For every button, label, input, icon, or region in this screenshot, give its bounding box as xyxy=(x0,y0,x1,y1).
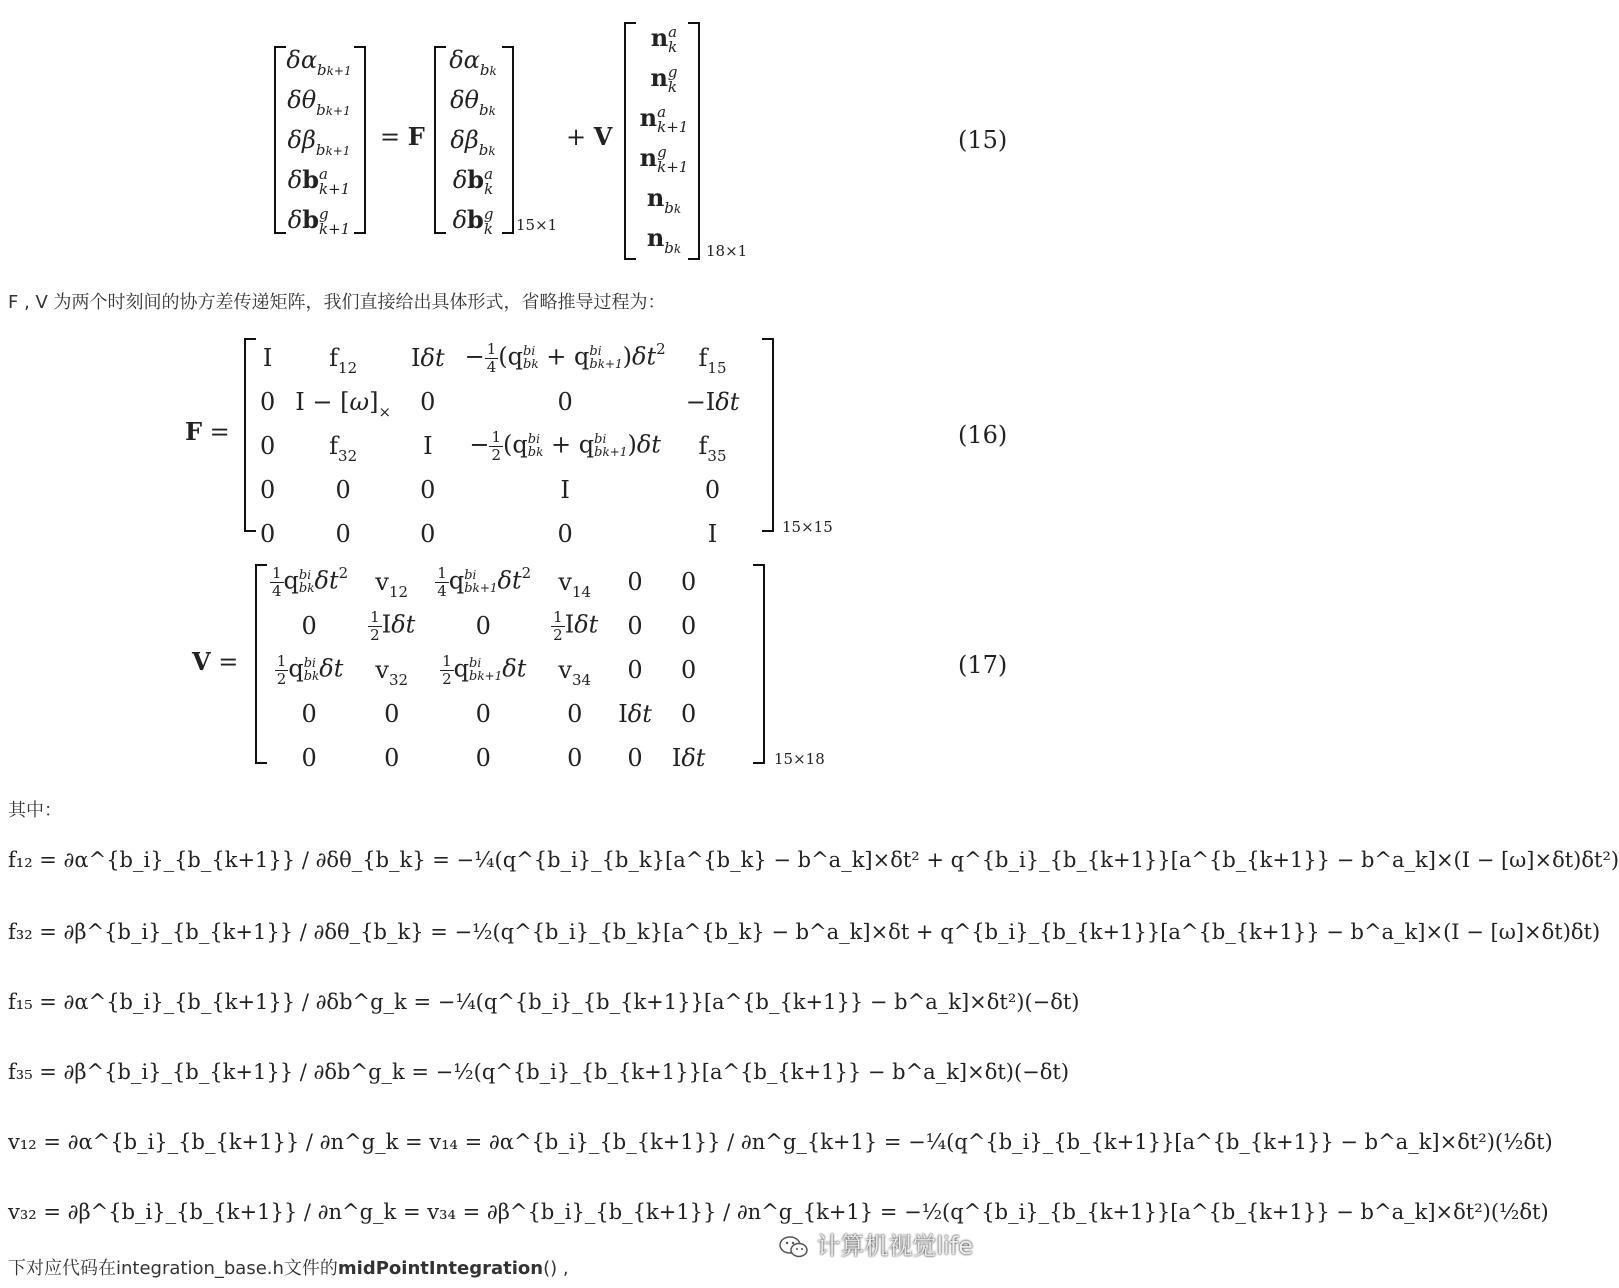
cell: $\frac{1}{2}$ Iδt xyxy=(370,608,416,644)
lhs-dalpha: $\delta\alpha_{bk+1}$ xyxy=(286,46,352,79)
cell: 0 xyxy=(260,432,276,460)
def-v12: v₁₂ = ∂α^{b_i}_{b_{k+1}} / ∂n^g_k = v₁₄ = ∂α^{b_i}_{b_{k+1}} / ∂n^g_{k+1} = −¼(q^{b_i}_{b_{k+1}}[a^{b_{k+1}} − b^a_k]×δt²)(½δt) xyxy=(8,1130,1553,1154)
matrix-row xyxy=(250,380,749,424)
cell: $f_{35}$ xyxy=(698,432,727,465)
cell: $v_{14}$ xyxy=(558,568,592,601)
cell: − $\frac{1}{4}$ (qbi bk + qbi $bk+1)\delta t^2$ xyxy=(464,339,666,376)
noise-nbg: $n_{bk}$ xyxy=(646,223,682,257)
matrix-V xyxy=(260,560,715,780)
lhs-dba: δba k+1 xyxy=(287,164,351,198)
watermark-text: 计算机视觉life xyxy=(816,1232,973,1260)
cell: $f_{12}$ xyxy=(329,344,358,377)
def-f15: f₁₅ = ∂α^{b_i}_{b_{k+1}} / ∂δb^g_k = −¼(q^{b_i}_{b_{k+1}}[a^{b_{k+1}} − b^a_k]×δt²)(−δt) xyxy=(8,990,1080,1014)
matrix-row xyxy=(260,560,715,604)
matrix-row xyxy=(260,736,715,780)
cell: 0 xyxy=(301,700,317,728)
cell: $v_{34}$ xyxy=(558,656,592,689)
cell: 0 xyxy=(627,568,643,596)
noise-ng-k1: ng k+1 xyxy=(639,142,689,176)
cell: Iδt xyxy=(671,744,706,772)
cell: 0 xyxy=(567,700,583,728)
cell: Iδt xyxy=(411,344,445,372)
noise-ng-k: ng k xyxy=(650,62,678,96)
def-v32: v₃₂ = ∂β^{b_i}_{b_{k+1}} / ∂n^g_k = v₃₄ = ∂β^{b_i}_{b_{k+1}} / ∂n^g_{k+1} = −½(q^{b_i}_{b_{k+1}}[a^{b_{k+1}} − b^a_k]×δt²)(½δt) xyxy=(8,1200,1549,1224)
bracket-right xyxy=(502,46,514,234)
eq15-noise-vector xyxy=(632,18,696,258)
eq15-number: (15) xyxy=(958,126,1008,154)
def-f32: f₃₂ = ∂β^{b_i}_{b_{k+1}} / ∂δθ_{b_k} = −½(q^{b_i}_{b_k}[a^{b_k} − b^a_k]×δt + q^{b_i}_{b_{k+1}}[a^{b_{k+1}} − b^a_k]×(I − [ω]×δt)δt) xyxy=(8,920,1601,944)
cell: − $\frac{1}{2}$ (qbi bk + qbi bk+1)δt xyxy=(469,428,661,464)
cell: I xyxy=(707,520,718,548)
matrix-row xyxy=(250,468,749,512)
bracket-right xyxy=(762,338,774,532)
cell: 0 xyxy=(335,476,351,504)
eq15-mid-dim: 15×1 xyxy=(516,216,558,234)
cell: 0 xyxy=(420,476,436,504)
cell: I xyxy=(423,432,433,460)
cell: 0 xyxy=(704,476,721,504)
matrix-row xyxy=(250,512,749,556)
matrix-row xyxy=(260,604,715,648)
cell: 0 xyxy=(384,700,400,728)
watermark xyxy=(779,1226,973,1261)
cell: 0 xyxy=(335,520,351,548)
matrix-row xyxy=(250,424,749,468)
mid-dalpha: $\delta\alpha_{bk}$ xyxy=(449,46,497,79)
cell: Iδt xyxy=(618,700,652,728)
mid-dbg: δbg k xyxy=(452,204,494,238)
matrix-F xyxy=(250,336,749,556)
bracket-right xyxy=(753,564,765,764)
cell: −Iδt xyxy=(685,388,740,416)
cell: $f_{15}$ xyxy=(698,344,727,377)
lhs-dtheta: $\delta\theta_{bk+1}$ xyxy=(287,86,351,119)
matrix-row xyxy=(250,336,749,380)
eq15-lhs-vector xyxy=(284,40,354,240)
cell: 0 xyxy=(475,612,491,640)
cell: 0 xyxy=(627,656,643,684)
lhs-dbg: δbg k+1 xyxy=(287,204,351,238)
cell: 0 xyxy=(681,656,697,684)
cell: I xyxy=(560,476,570,504)
noise-nba: $n_{bk}$ xyxy=(646,183,682,217)
cell: 0 xyxy=(260,388,276,416)
mid-dbeta: $\delta\beta_{bk}$ xyxy=(450,126,496,159)
where-text: 其中： xyxy=(8,800,62,821)
eq16-dim: 15×15 xyxy=(782,518,833,536)
def-f35: f₃₅ = ∂β^{b_i}_{b_{k+1}} / ∂δb^g_k = −½(q^{b_i}_{b_{k+1}}[a^{b_{k+1}} − b^a_k]×δt)(−δt) xyxy=(8,1060,1070,1084)
eq17-lhs: V = xyxy=(192,647,239,676)
cell: 0 xyxy=(557,520,573,548)
cell: 0 xyxy=(301,744,317,772)
code-ref-suffix: () , xyxy=(543,1258,569,1279)
cell: 0 xyxy=(557,388,573,416)
cell: 0 xyxy=(681,700,697,728)
cell: 0 xyxy=(420,520,436,548)
mid-dtheta: $\delta\theta_{bk}$ xyxy=(450,86,496,119)
eq15-mid-vector xyxy=(444,40,502,240)
cell: $v_{32}$ xyxy=(375,656,409,689)
cell: $v_{12}$ xyxy=(375,568,409,601)
cell: $\frac{1}{4}$ qbi bkδt$^2$ xyxy=(272,563,349,600)
lhs-dbeta: $\delta\beta_{bk+1}$ xyxy=(287,126,351,159)
eq15-plus-V: + V xyxy=(566,122,613,151)
code-ref-prefix: 下对应代码在integration_base.h文件的 xyxy=(8,1258,338,1279)
eq15-noise-dim: 18×1 xyxy=(706,242,748,260)
eq17-number: (17) xyxy=(958,651,1008,679)
cell: 0 xyxy=(384,744,400,772)
cell: 0 xyxy=(475,744,491,772)
wechat-icon xyxy=(779,1235,809,1259)
code-ref-function: midPointIntegration xyxy=(337,1258,544,1279)
code-reference-text xyxy=(8,1254,569,1280)
cell: $f_{32}$ xyxy=(329,432,358,465)
matrix-row xyxy=(260,692,715,736)
cell: 0 xyxy=(627,612,643,640)
matrix-row xyxy=(260,648,715,692)
covariance-intro-text: F , V 为两个时刻间的协方差传递矩阵，我们直接给出具体形式，省略推导过程为： xyxy=(8,292,666,313)
noise-na-k1: na k+1 xyxy=(639,102,689,136)
mid-dba: δba k xyxy=(452,164,494,198)
cell: 0 xyxy=(567,744,583,772)
cell: I xyxy=(262,344,273,372)
bracket-right xyxy=(354,46,366,234)
cell: 0 xyxy=(475,700,491,728)
cell: 0 xyxy=(681,568,697,596)
cell: $\frac{1}{2}$ qbi bk+1δt xyxy=(442,652,527,688)
bracket-right xyxy=(688,22,700,260)
cell: $\frac{1}{2}$ Iδt xyxy=(553,608,599,644)
cell: $\frac{1}{2}$ qbi bkδt xyxy=(276,652,344,688)
cell: $\frac{1}{4}$ qbi $bk+1\delta t^2$ xyxy=(437,563,532,600)
cell: 0 xyxy=(420,388,436,416)
eq16-lhs: F = xyxy=(185,417,230,446)
cell: 0 xyxy=(627,744,643,772)
cell: 0 xyxy=(260,476,276,504)
cell: 0 xyxy=(301,612,317,640)
cell: $I - [\omega]_\times$ xyxy=(295,388,392,421)
eq16-number: (16) xyxy=(958,421,1008,449)
cell: 0 xyxy=(681,612,697,640)
def-f12: f₁₂ = ∂α^{b_i}_{b_{k+1}} / ∂δθ_{b_k} = −¼(q^{b_i}_{b_k}[a^{b_k} − b^a_k]×δt² + q^{b_i}_{b_{k+1}}[a^{b_{k+1}} − b^a_k]×(I − [ω]×δt)δt²) xyxy=(8,848,1619,872)
cell: 0 xyxy=(260,520,276,548)
eq15-equals-F: = F xyxy=(380,122,425,151)
eq17-dim: 15×18 xyxy=(774,750,825,768)
noise-na-k: na k xyxy=(650,22,678,56)
